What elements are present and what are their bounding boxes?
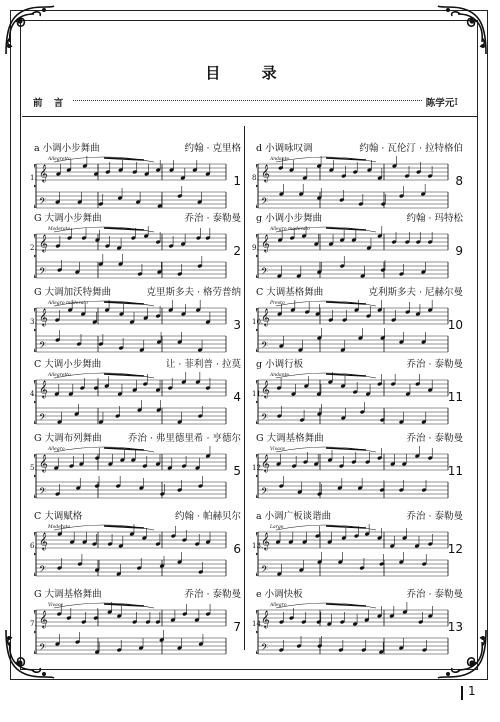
contents-entry[interactable] [30, 140, 241, 220]
piece-title: d 小调咏叹调 [256, 143, 313, 154]
score-excerpt [256, 370, 450, 432]
score-excerpt [256, 444, 450, 506]
entry-header [256, 210, 463, 224]
entry-page-number: 1 [233, 174, 241, 188]
piece-number: 6. [30, 542, 37, 550]
tempo-marking: Presto [270, 301, 285, 306]
composer-name: 约翰 · 瓦伦汀 · 拉特格伯 [359, 143, 463, 154]
tempo-marking: Moderato [48, 227, 71, 232]
piece-number: 13. [252, 542, 264, 550]
piece-title: a 小调小步舞曲 [34, 143, 100, 154]
piece-title: G 大调基格舞曲 [256, 433, 324, 444]
svg-text:𝄞: 𝄞 [261, 532, 270, 550]
composer-name: 约翰 · 帕赫贝尔 [174, 511, 241, 522]
entry-page-number: 3 [233, 318, 241, 332]
contents-entry[interactable] [252, 210, 463, 290]
tempo-marking: Andante [270, 373, 290, 378]
svg-text:𝄞: 𝄞 [39, 308, 48, 326]
page-title: 目 录 [205, 64, 295, 82]
piece-number: 4. [30, 390, 37, 398]
contents-entry[interactable] [30, 284, 241, 364]
page-number: 1 [468, 684, 476, 698]
score-excerpt [256, 154, 450, 216]
svg-text:𝄞: 𝄞 [261, 380, 270, 398]
entry-header [34, 140, 241, 154]
piece-number: 8. [252, 174, 259, 182]
entry-header [256, 356, 463, 370]
composer-name: 克里斯多夫 · 格劳普纳 [146, 287, 241, 298]
entry-page-number: 11 [447, 464, 463, 478]
entry-header [256, 586, 463, 600]
contents-entry[interactable] [30, 210, 241, 290]
score-excerpt [256, 600, 450, 662]
svg-text:𝄞: 𝄞 [39, 164, 48, 182]
tempo-marking: Allegro [270, 603, 287, 608]
corner-ornament-icon [2, 2, 58, 58]
piece-title: g 小调小步舞曲 [256, 213, 323, 224]
entry-header [34, 210, 241, 224]
piece-number: 5. [30, 464, 37, 472]
tempo-marking: Allegretto [48, 373, 71, 378]
piece-title: a 小调广板谈谐曲 [256, 511, 332, 522]
preface-label: 前 言 [33, 98, 68, 109]
svg-text:𝄞: 𝄞 [261, 164, 270, 182]
entry-page-number: 4 [233, 390, 241, 404]
tempo-marking: Allegretto [48, 157, 71, 162]
leader-dots [73, 100, 421, 101]
preface-page: Ⅰ [454, 96, 458, 108]
entry-page-number: 9 [455, 244, 463, 258]
contents-entry[interactable] [30, 586, 241, 666]
score-excerpt [34, 522, 228, 584]
composer-name: 约翰 · 玛特松 [406, 213, 463, 224]
contents-entry[interactable] [30, 508, 241, 588]
entry-header [34, 356, 241, 370]
entry-header [34, 586, 241, 600]
svg-text:𝄞: 𝄞 [39, 380, 48, 398]
entry-header [256, 140, 463, 154]
preface-author: 陈学元 [425, 98, 455, 109]
svg-text:𝄞: 𝄞 [39, 610, 48, 628]
contents-entry[interactable] [252, 586, 463, 666]
svg-text:𝄞: 𝄞 [261, 610, 270, 628]
entry-header [34, 284, 241, 298]
tempo-marking: Largo [270, 525, 284, 530]
piece-title: C 大调基格舞曲 [256, 287, 324, 298]
score-excerpt [256, 224, 450, 286]
piece-number: 1. [30, 174, 37, 182]
preface-entry[interactable] [33, 94, 458, 110]
tempo-marking: Allegro moderato [48, 301, 88, 306]
entry-page-number: 13 [447, 620, 463, 634]
piece-number: 12. [252, 464, 264, 472]
svg-text:𝄢: 𝄢 [39, 266, 47, 279]
composer-name: 乔治 · 泰勒曼 [406, 359, 463, 370]
svg-text:𝄢: 𝄢 [39, 196, 47, 209]
piece-title: g 小调行板 [256, 359, 304, 370]
contents-entry[interactable] [252, 284, 463, 364]
svg-text:𝄢: 𝄢 [261, 642, 269, 655]
composer-name: 克利斯多夫 · 尼赫尔曼 [368, 287, 463, 298]
composer-name: 让 · 菲利普 · 拉莫 [165, 359, 241, 370]
score-excerpt [34, 154, 228, 216]
svg-text:𝄢: 𝄢 [261, 196, 269, 209]
entry-header [34, 430, 241, 444]
svg-text:𝄞: 𝄞 [261, 234, 270, 252]
corner-ornament-icon [434, 2, 490, 58]
contents-entry[interactable] [30, 356, 241, 436]
svg-text:𝄞: 𝄞 [39, 454, 48, 472]
svg-text:𝄢: 𝄢 [261, 486, 269, 499]
piece-title: C 大调小步舞曲 [34, 359, 102, 370]
entry-page-number: 12 [447, 542, 463, 556]
composer-name: 约翰 · 克里格 [184, 143, 241, 154]
piece-number: 7. [30, 620, 37, 628]
tempo-marking: Vivace [48, 603, 64, 608]
svg-text:𝄞: 𝄞 [261, 454, 270, 472]
entry-header [256, 430, 463, 444]
entry-page-number: 7 [233, 620, 241, 634]
column-divider [244, 126, 245, 650]
svg-text:𝄢: 𝄢 [39, 486, 47, 499]
tempo-marking: Andante [270, 157, 290, 162]
entry-page-number: 8 [455, 174, 463, 188]
contents-entry[interactable] [252, 356, 463, 436]
score-excerpt [34, 444, 228, 506]
entry-page-number: 6 [233, 542, 241, 556]
score-excerpt [256, 522, 450, 584]
svg-text:𝄢: 𝄢 [261, 412, 269, 425]
composer-name: 乔治 · 泰勒曼 [406, 511, 463, 522]
composer-name: 乔治 · 泰勒曼 [406, 589, 463, 600]
svg-text:𝄢: 𝄢 [39, 412, 47, 425]
contents-entry[interactable] [252, 140, 463, 220]
score-excerpt [34, 370, 228, 432]
score-excerpt [34, 224, 228, 286]
composer-name: 乔治 · 泰勒曼 [406, 433, 463, 444]
entry-header [256, 284, 463, 298]
svg-text:𝄢: 𝄢 [39, 340, 47, 353]
score-excerpt [256, 298, 450, 360]
footer-bar [461, 686, 463, 700]
contents-entry[interactable] [252, 508, 463, 588]
piece-number: 3. [30, 318, 37, 326]
svg-text:𝄞: 𝄞 [39, 234, 48, 252]
svg-text:𝄢: 𝄢 [261, 564, 269, 577]
entry-page-number: 2 [233, 244, 241, 258]
piece-title: G 大调小步舞曲 [34, 213, 102, 224]
entry-header [34, 508, 241, 522]
tempo-marking: Allegro [48, 447, 65, 452]
svg-text:𝄢: 𝄢 [261, 340, 269, 353]
score-excerpt [34, 600, 228, 662]
piece-title: G 大调布列舞曲 [34, 433, 102, 444]
piece-number: 2. [30, 244, 37, 252]
tempo-marking: Moderato [48, 525, 71, 530]
piece-title: G 大调基格舞曲 [34, 589, 102, 600]
svg-text:𝄢: 𝄢 [261, 266, 269, 279]
piece-number: 14. [252, 620, 264, 628]
composer-name: 乔治 · 弗里德里希 · 亨德尔 [127, 433, 241, 444]
svg-text:𝄞: 𝄞 [39, 532, 48, 550]
svg-text:𝄢: 𝄢 [39, 642, 47, 655]
entry-page-number: 5 [233, 464, 241, 478]
piece-title: e 小调快板 [256, 589, 303, 600]
tempo-marking: Vivace [270, 447, 286, 452]
contents-entry[interactable] [30, 430, 241, 510]
piece-number: 9. [252, 244, 259, 252]
header-divider [22, 116, 478, 117]
svg-text:𝄢: 𝄢 [39, 564, 47, 577]
entry-page-number: 11 [447, 390, 463, 404]
svg-text:𝄞: 𝄞 [261, 308, 270, 326]
piece-number: 10. [252, 318, 264, 326]
piece-number: 11. [252, 390, 264, 398]
contents-entry[interactable] [252, 430, 463, 510]
piece-title: G 大调加沃特舞曲 [34, 287, 112, 298]
composer-name: 乔治 · 泰勒曼 [184, 589, 241, 600]
composer-name: 乔治 · 泰勒曼 [184, 213, 241, 224]
entry-page-number: 10 [447, 318, 463, 332]
score-excerpt [34, 298, 228, 360]
piece-title: C 大调赋格 [34, 511, 83, 522]
entry-header [256, 508, 463, 522]
tempo-marking: Allegro moderato [270, 227, 310, 232]
